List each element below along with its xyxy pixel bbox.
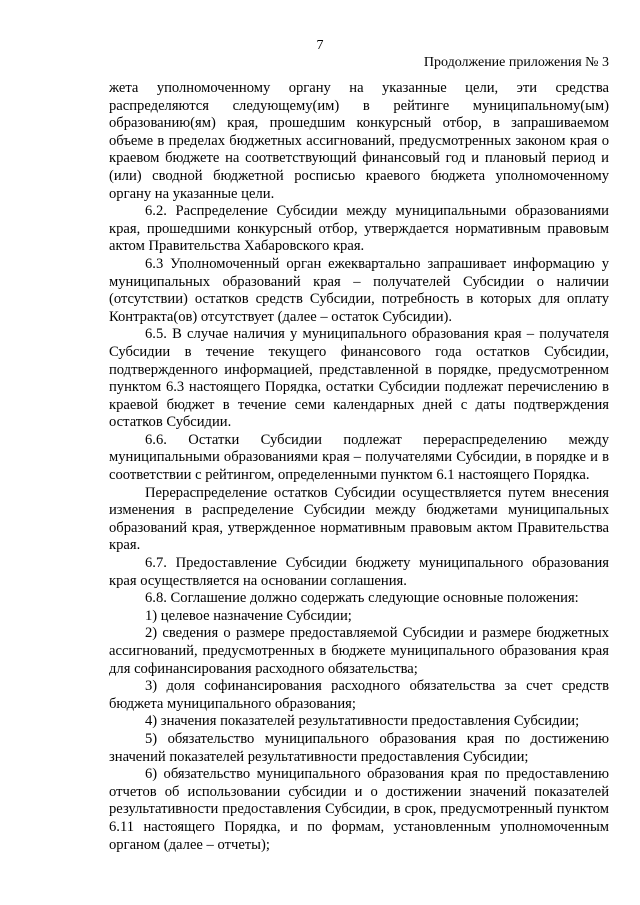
paragraph-6-2: 6.2. Распределение Субсидии между муниципальными образованиями края, прошедшими конкурсный отбор, утверждается нормативным правовым актом Правительства Хабаровского края. bbox=[109, 203, 609, 255]
document-body bbox=[109, 80, 609, 854]
paragraph-6-5: 6.5. В случае наличия у муниципального образования края – получателя Субсидии в течение текущего финансового года остатков Субсидии, подтвержденного информацией, представленной в порядке, предусмотренном пунктом 6.3 настоящего Порядка, остатки Субсидии подлежат перечислению в краевой бюджет в течение семи календарных дней с даты подтверждения остатков Субсидии. bbox=[109, 326, 609, 431]
page-number: 7 bbox=[316, 38, 324, 53]
list-item-6: 6) обязательство муниципального образования края по предоставлению отчетов об использовании субсидии и о достижении значений показателей результативности предоставления Субсидии, в срок, предусмотренный пунктом 6.11 настоящего Порядка, и по формам, установленным уполномоченным органом (далее – отчеты); bbox=[109, 766, 609, 853]
paragraph-6-7: 6.7. Предоставление Субсидии бюджету муниципального образования края осуществляется на основании соглашения. bbox=[109, 555, 609, 589]
paragraph-6-3: 6.3 Уполномоченный орган ежеквартально запрашивает информацию у муниципальных образований края – получателей Субсидии о наличии (отсутствии) остатков средств Субсидии, потребность в которых для оплату Контракта(ов) отсутствует (далее – остаток Субсидии). bbox=[109, 255, 609, 325]
paragraph-6-6: 6.6. Остатки Субсидии подлежат перераспределению между муниципальными образованиями края – получателями Субсидии, в порядке и в соответствии с рейтингом, определенными пунктом 6.1 настоящего Порядка. bbox=[109, 431, 609, 484]
paragraph-continuation: жета уполномоченному органу на указанные цели, эти средства распределяются следующему(им) в рейтинге муниципальному(ым) образованию(ям) края, прошедшим конкурсный отбор, в запрашиваемом объеме в пределах бюджетных ассигнований, предусмотренных законом края о краевом бюджете на соответствующий финансовый год и плановый период и (или) сводной бюджетной росписью краевого бюджета уполномоченному органу на указанные цели. bbox=[109, 80, 609, 202]
list-item-5: 5) обязательство муниципального образования края по достижению значений показателей результативности предоставления Субсидии; bbox=[109, 730, 609, 765]
list-item-4: 4) значения показателей результативности предоставления Субсидии; bbox=[145, 713, 580, 730]
list-item-3: 3) доля софинансирования расходного обязательства за счет средств бюджета муниципального образования; bbox=[109, 678, 609, 712]
paragraph-6-8: 6.8. Соглашение должно содержать следующие основные положения: bbox=[145, 590, 579, 607]
appendix-note: Продолжение приложения № 3 bbox=[423, 55, 609, 70]
list-item-1: 1) целевое назначение Субсидии; bbox=[145, 607, 352, 624]
paragraph-redistribution: Перераспределение остатков Субсидии осуществляется путем внесения изменения в распределение Субсидии между бюджетами муниципальных образований края, утвержденное нормативным правовым актом Правительства края. bbox=[109, 484, 609, 554]
list-item-2: 2) сведения о размере предоставляемой Субсидии и размере бюджетных ассигнований, предусмотренных в бюджете муниципального образования края для софинансирования расходного обязательства; bbox=[109, 625, 609, 677]
